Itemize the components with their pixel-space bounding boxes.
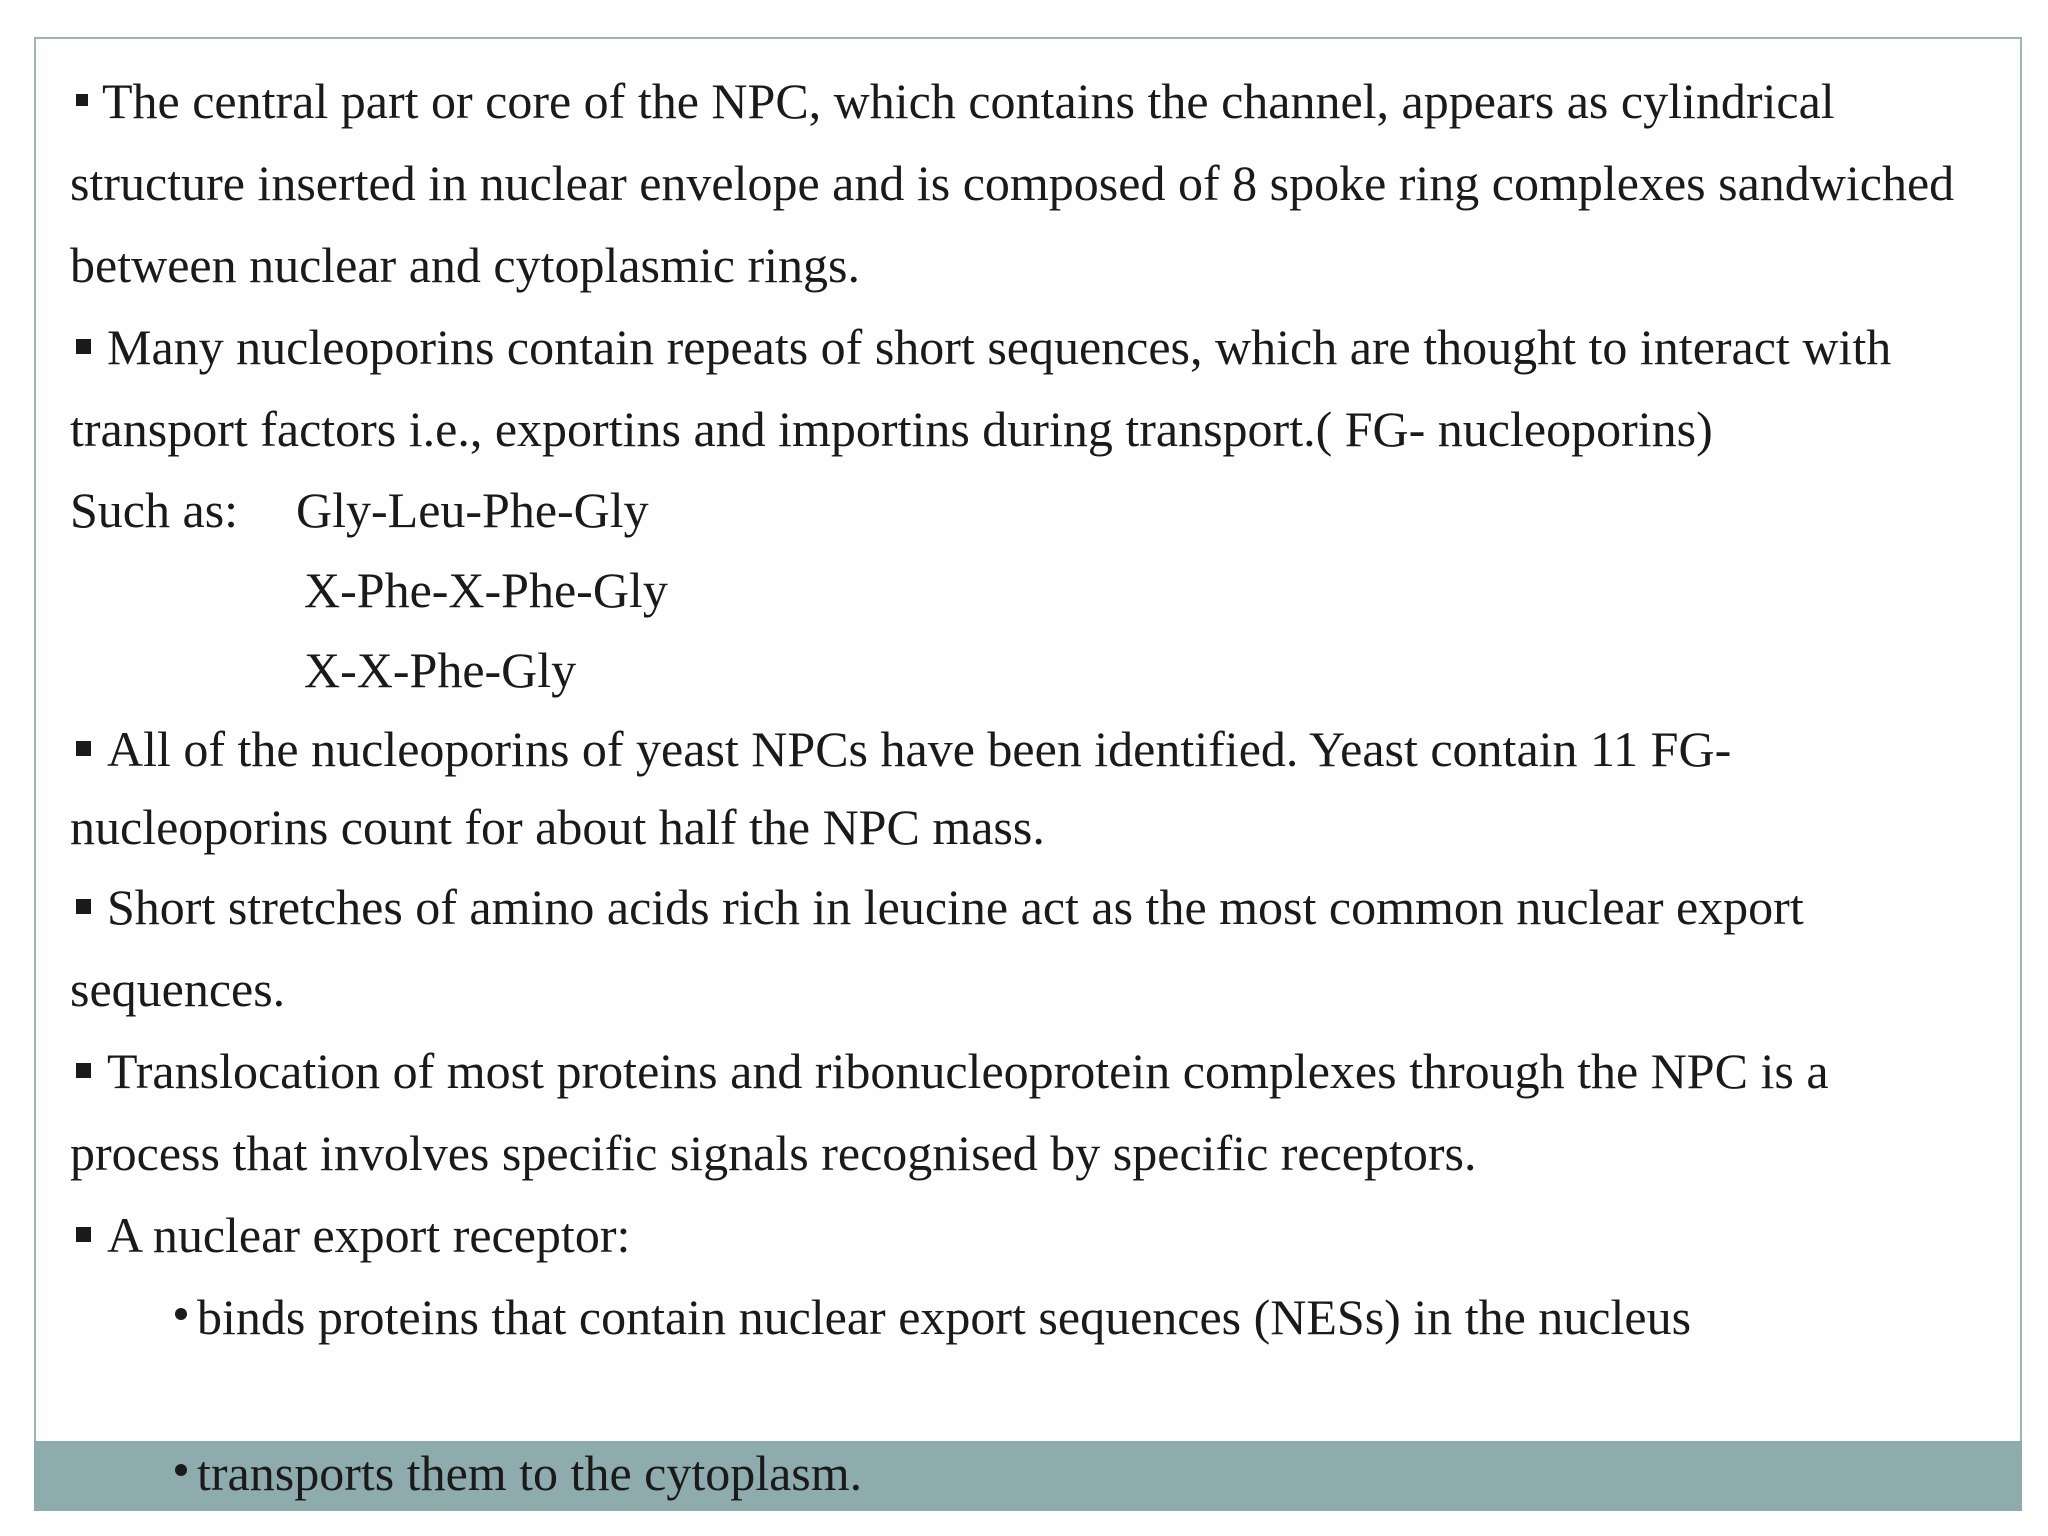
paragraph-text: All of the nucleoporins of yeast NPCs have been identified. Yeast contain 11 FG- nucleoporins count for about half the NPC mass. — [70, 721, 1732, 855]
paragraph-yeast — [70, 710, 1990, 866]
paragraph-nucleoporins — [70, 306, 1990, 470]
sequence-row — [70, 630, 1990, 710]
slide-content — [70, 60, 1990, 1358]
sub-bullet-text: binds proteins that contain nuclear export sequences (NESs) in the nucleus — [197, 1289, 1692, 1345]
round-bullet-icon — [175, 1464, 187, 1476]
paragraph-translocation — [70, 1030, 1990, 1194]
paragraph-text: A nuclear export receptor: — [107, 1207, 631, 1263]
round-bullet-icon — [175, 1308, 187, 1320]
paragraph-npc-core — [70, 60, 1990, 306]
sequence-row — [70, 550, 1990, 630]
square-bullet-icon — [76, 741, 91, 756]
sequence-list — [70, 470, 1990, 710]
paragraph-export-receptor — [70, 1194, 1990, 1276]
paragraph-text: The central part or core of the NPC, which contains the channel, appears as cylindrical structure inserted in nuclear envelope and is composed of 8 spoke ring complexes sandwiched between nuclear and cytoplasmic rings. — [70, 73, 1955, 293]
sub-bullet-text: transports them to the cytoplasm. — [197, 1445, 863, 1501]
sequence-item: X-X-Phe-Gly — [304, 642, 577, 698]
square-bullet-icon — [76, 899, 91, 914]
square-bullet-icon — [76, 94, 88, 106]
square-bullet-icon — [76, 339, 91, 354]
sub-bullet-item — [70, 1276, 1990, 1358]
paragraph-text: Many nucleoporins contain repeats of short sequences, which are thought to interact with transport factors i.e., exportins and importins during transport.( FG- nucleoporins) — [70, 319, 1892, 457]
square-bullet-icon — [76, 1227, 91, 1242]
paragraph-text: Translocation of most proteins and ribonucleoprotein complexes through the NPC is a process that involves specific signals recognised by specific receptors. — [70, 1043, 1829, 1181]
such-as-label: Such as: — [70, 482, 239, 538]
sequence-item: X-Phe-X-Phe-Gly — [304, 562, 668, 618]
sub-bullet-item-last — [175, 1432, 862, 1514]
sequence-row — [70, 470, 1990, 550]
paragraph-text: Short stretches of amino acids rich in leucine act as the most common nuclear export sequences. — [70, 879, 1804, 1017]
paragraph-leucine — [70, 866, 1990, 1030]
sequence-item: Gly-Leu-Phe-Gly — [296, 482, 649, 538]
square-bullet-icon — [76, 1063, 91, 1078]
